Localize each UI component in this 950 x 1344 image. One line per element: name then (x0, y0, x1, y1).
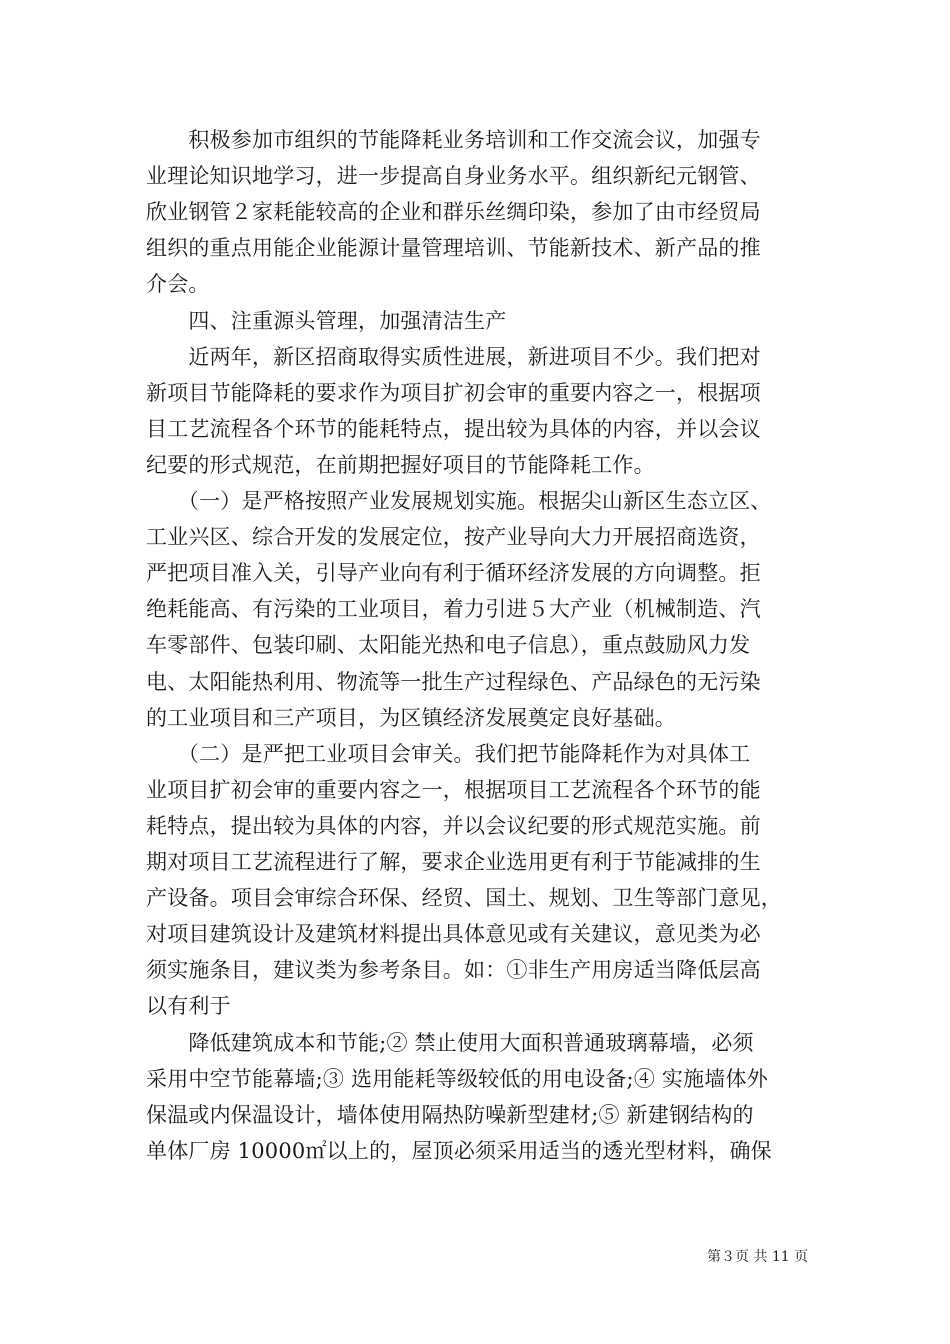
text-line: 保温或内保温设计，墙体使用隔热防噪新型建材;⑤ 新建钢结构的 (146, 1102, 754, 1127)
text-line: （二）是严把工业项目会审关。我们把节能降耗作为对具体工 (146, 741, 751, 766)
text-line: 目工艺流程各个环节的能耗特点，提出较为具体的内容，并以会议 (146, 416, 761, 441)
text-line: 绝耗能高、有污染的工业项目，着力引进５大产业（机械制造、汽 (146, 597, 761, 622)
text-line: 的工业项目和三产项目，为区镇经济发展奠定良好基础。 (146, 705, 676, 730)
text-line: （一）是严格按照产业发展规划实施。根据尖山新区生态立区、 (146, 489, 772, 513)
text-line: 近两年，新区招商取得实质性进展，新进项目不少。我们把对 (146, 344, 761, 369)
page-number: 第３页 共 11 页 (707, 1249, 809, 1265)
text-line: 车零部件、包装印刷、太阳能光热和电子信息），重点鼓励风力发 (146, 633, 751, 658)
text-line: 四、注重源头管理，加强清洁生产 (146, 308, 507, 333)
text-line: 降低建筑成本和节能;② 禁止使用大面积普通玻璃幕墙，必须 (146, 1030, 754, 1055)
text-line: 对项目建筑设计及建筑材料提出具体意见或有关建议，意见类为必 (146, 922, 761, 947)
text-line: 新项目节能降耗的要求作为项目扩初会审的重要内容之一，根据项 (146, 380, 761, 405)
text-line: 严把项目准入关，引导产业向有利于循环经济发展的方向调整。拒 (146, 561, 761, 586)
text-line: 介会。 (146, 272, 210, 297)
text-line: 工业兴区、综合开发的发展定位，按产业导向大力开展招商选资， (146, 525, 761, 550)
text-line: 采用中空节能幕墙;③ 选用能耗等级较低的用电设备;④ 实施墙体外 (146, 1066, 768, 1091)
text-line: 须实施条目，建议类为参考条目。如：①非生产用房适当降低层高 (146, 958, 761, 983)
text-line: 组织的重点用能企业能源计量管理培训、节能新技术、新产品的推 (146, 236, 761, 261)
text-line: 以有利于 (146, 994, 231, 1019)
text-line: 电、太阳能热利用、物流等一批生产过程绿色、产品绿色的无污染 (146, 669, 761, 694)
text-line: 欣业钢管２家耗能较高的企业和群乐丝绸印染，参加了由市经贸局 (146, 200, 761, 225)
text-line: 耗特点，提出较为具体的内容，并以会议纪要的形式规范实施。前 (146, 813, 761, 838)
text-line: 业项目扩初会审的重要内容之一，根据项目工艺流程各个环节的能 (146, 777, 761, 802)
text-line: 业理论知识地学习，进一步提高自身业务水平。组织新纪元钢管、 (146, 164, 761, 189)
text-line: 期对项目工艺流程进行了解，要求企业选用更有利于节能减排的生 (146, 850, 761, 874)
text-line: 积极参加市组织的节能降耗业务培训和工作交流会议，加强专 (146, 128, 761, 152)
text-line: 产设备。项目会审综合环保、经贸、国土、规划、卫生等部门意见， (146, 886, 782, 911)
text-line: 纪要的形式规范，在前期把握好项目的节能降耗工作。 (146, 452, 655, 477)
text-line: 单体厂房 10000㎡以上的，屋顶必须采用适当的透光型材料，确保 (146, 1138, 772, 1163)
